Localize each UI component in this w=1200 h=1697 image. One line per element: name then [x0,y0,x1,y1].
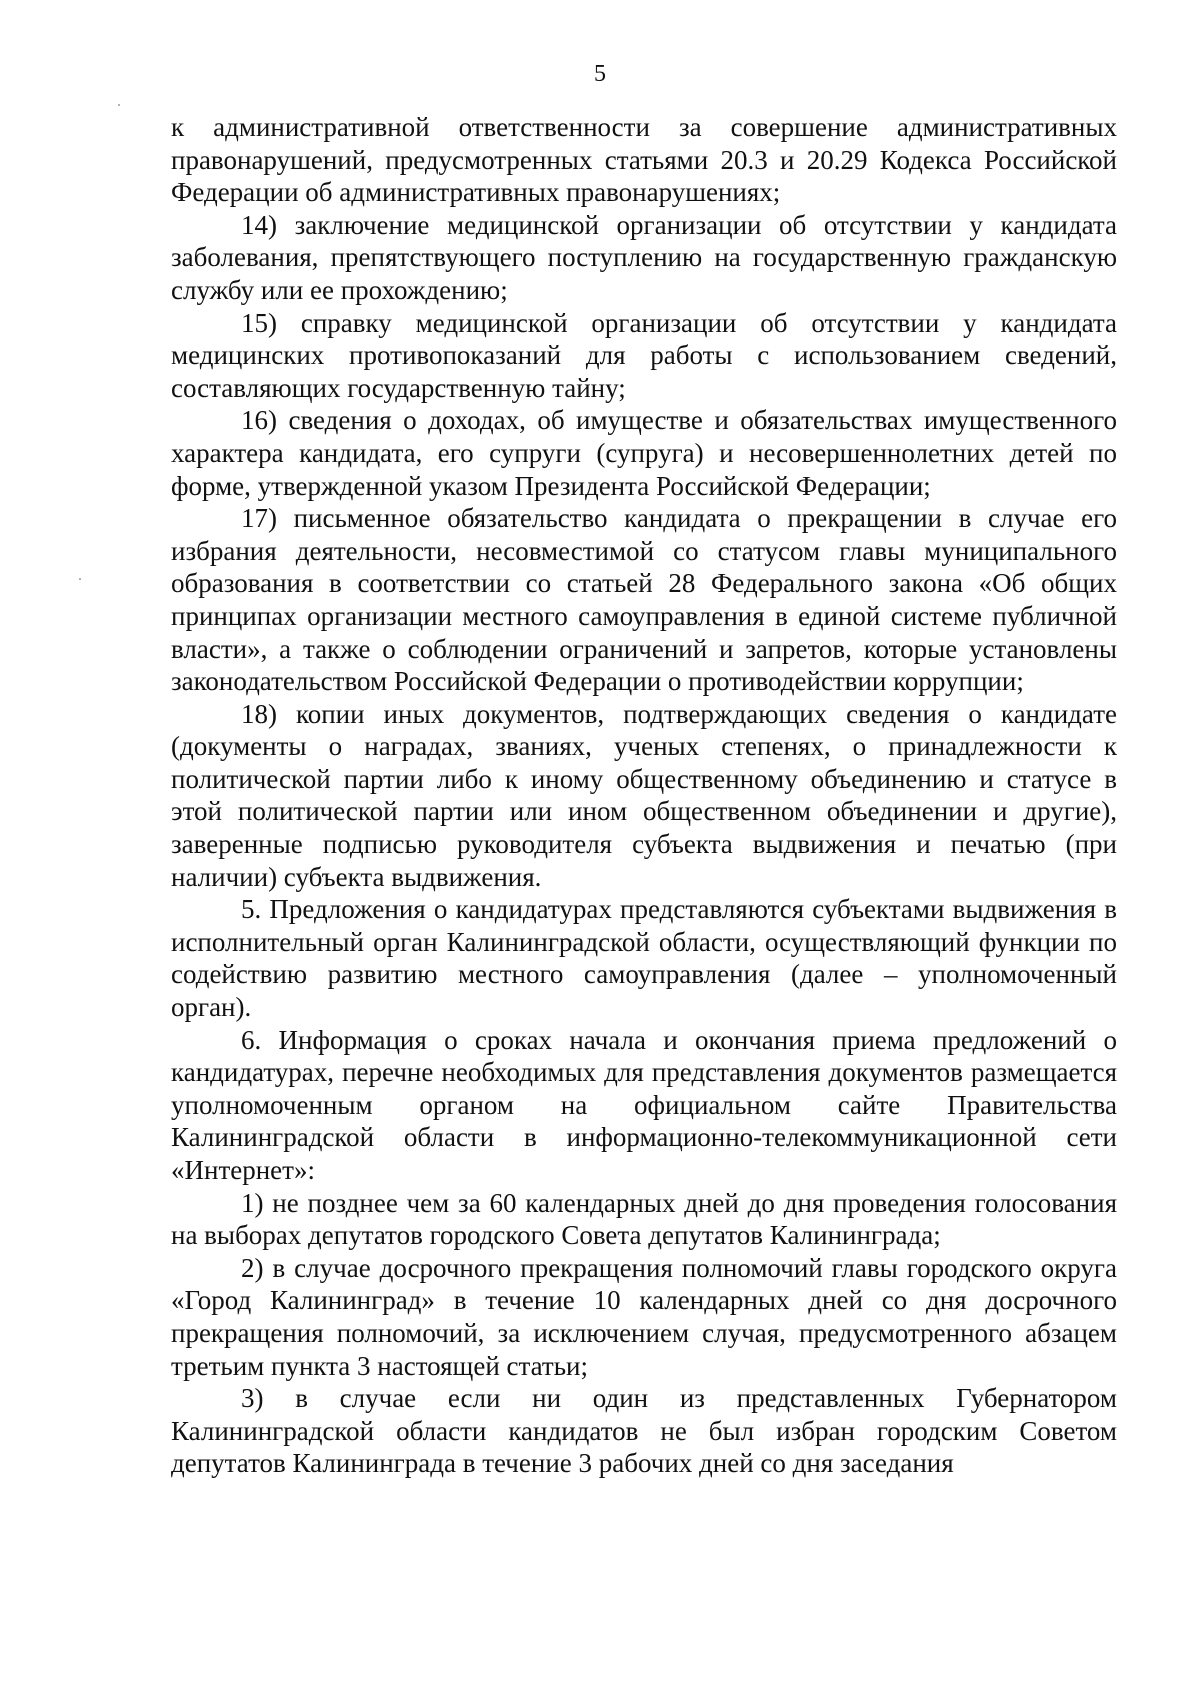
scan-artifact [118,104,120,106]
paragraph: 15) справку медицинской организации об отсутствии у кандидата медицинских противопоказаний для работы с использованием сведений, составляющих государственную тайну; [171,307,1117,403]
document-body [171,111,1117,1480]
paragraph: к административной ответственности за совершение административных правонарушений, предусмотренных статьями 20.3 и 20.29 Кодекса Российской Федерации об административных правонарушениях; [171,112,1117,208]
paragraph: 14) заключение медицинской организации об отсутствии у кандидата заболевания, препятствующего поступлению на государственную гражданскую службу или ее прохождению; [171,209,1117,305]
paragraph: 16) сведения о доходах, об имуществе и обязательствах имущественного характера кандидата, его супруги (супруга) и несовершеннолетних детей по форме, утвержденной указом Президента Российской Федерации; [171,405,1117,501]
scan-artifact [79,578,81,580]
paragraph: 2) в случае досрочного прекращения полномочий главы городского округа «Город Калининград» в течение 10 календарных дней со дня досрочного прекращения полномочий, за исключением случая, предусмотренного абзацем третьим пункта 3 настоящей статьи; [171,1252,1117,1381]
paragraph: 18) копии иных документов, подтверждающих сведения о кандидате (документы о наградах, званиях, ученых степенях, о принадлежности к политической партии либо к иному общественному объединению и статусе в этой политической партии или ином общественном объединении и другие), заверенные подписью руководителя субъекта выдвижения и печатью (при наличии) субъекта выдвижения. [171,698,1117,892]
page-number: 5 [594,61,606,87]
paragraph: 6. Информация о сроках начала и окончания приема предложений о кандидатурах, перечне необходимых для представления документов размещается уполномоченным органом на официальном сайте Правительства Калининградской области в информационно-телекоммуникационной сети «Интернет»: [171,1024,1117,1185]
paragraph: 3) в случае если ни один из представленных Губернатором Калининградской области кандидатов не был избран городским Советом депутатов Калининграда в течение 3 рабочих дней со дня заседания [171,1383,1117,1479]
paragraph: 1) не позднее чем за 60 календарных дней до дня проведения голосования на выборах депутатов городского Совета депутатов Калининграда; [171,1187,1117,1251]
paragraph: 17) письменное обязательство кандидата о прекращении в случае его избрания деятельности, несовместимой со статусом главы муниципального образования в соответствии со статьей 28 Федерального закона «Об общих принципах организации местного самоуправления в единой системе публичной власти», а также о соблюдении ограничений и запретов, которые установлены законодательством Российской Федерации о противодействии коррупции; [171,503,1117,697]
paragraph: 5. Предложения о кандидатурах представляются субъектами выдвижения в исполнительный орган Калининградской области, осуществляющий функции по содействию развитию местного самоуправления (далее – уполномоченный орган). [171,894,1117,1023]
